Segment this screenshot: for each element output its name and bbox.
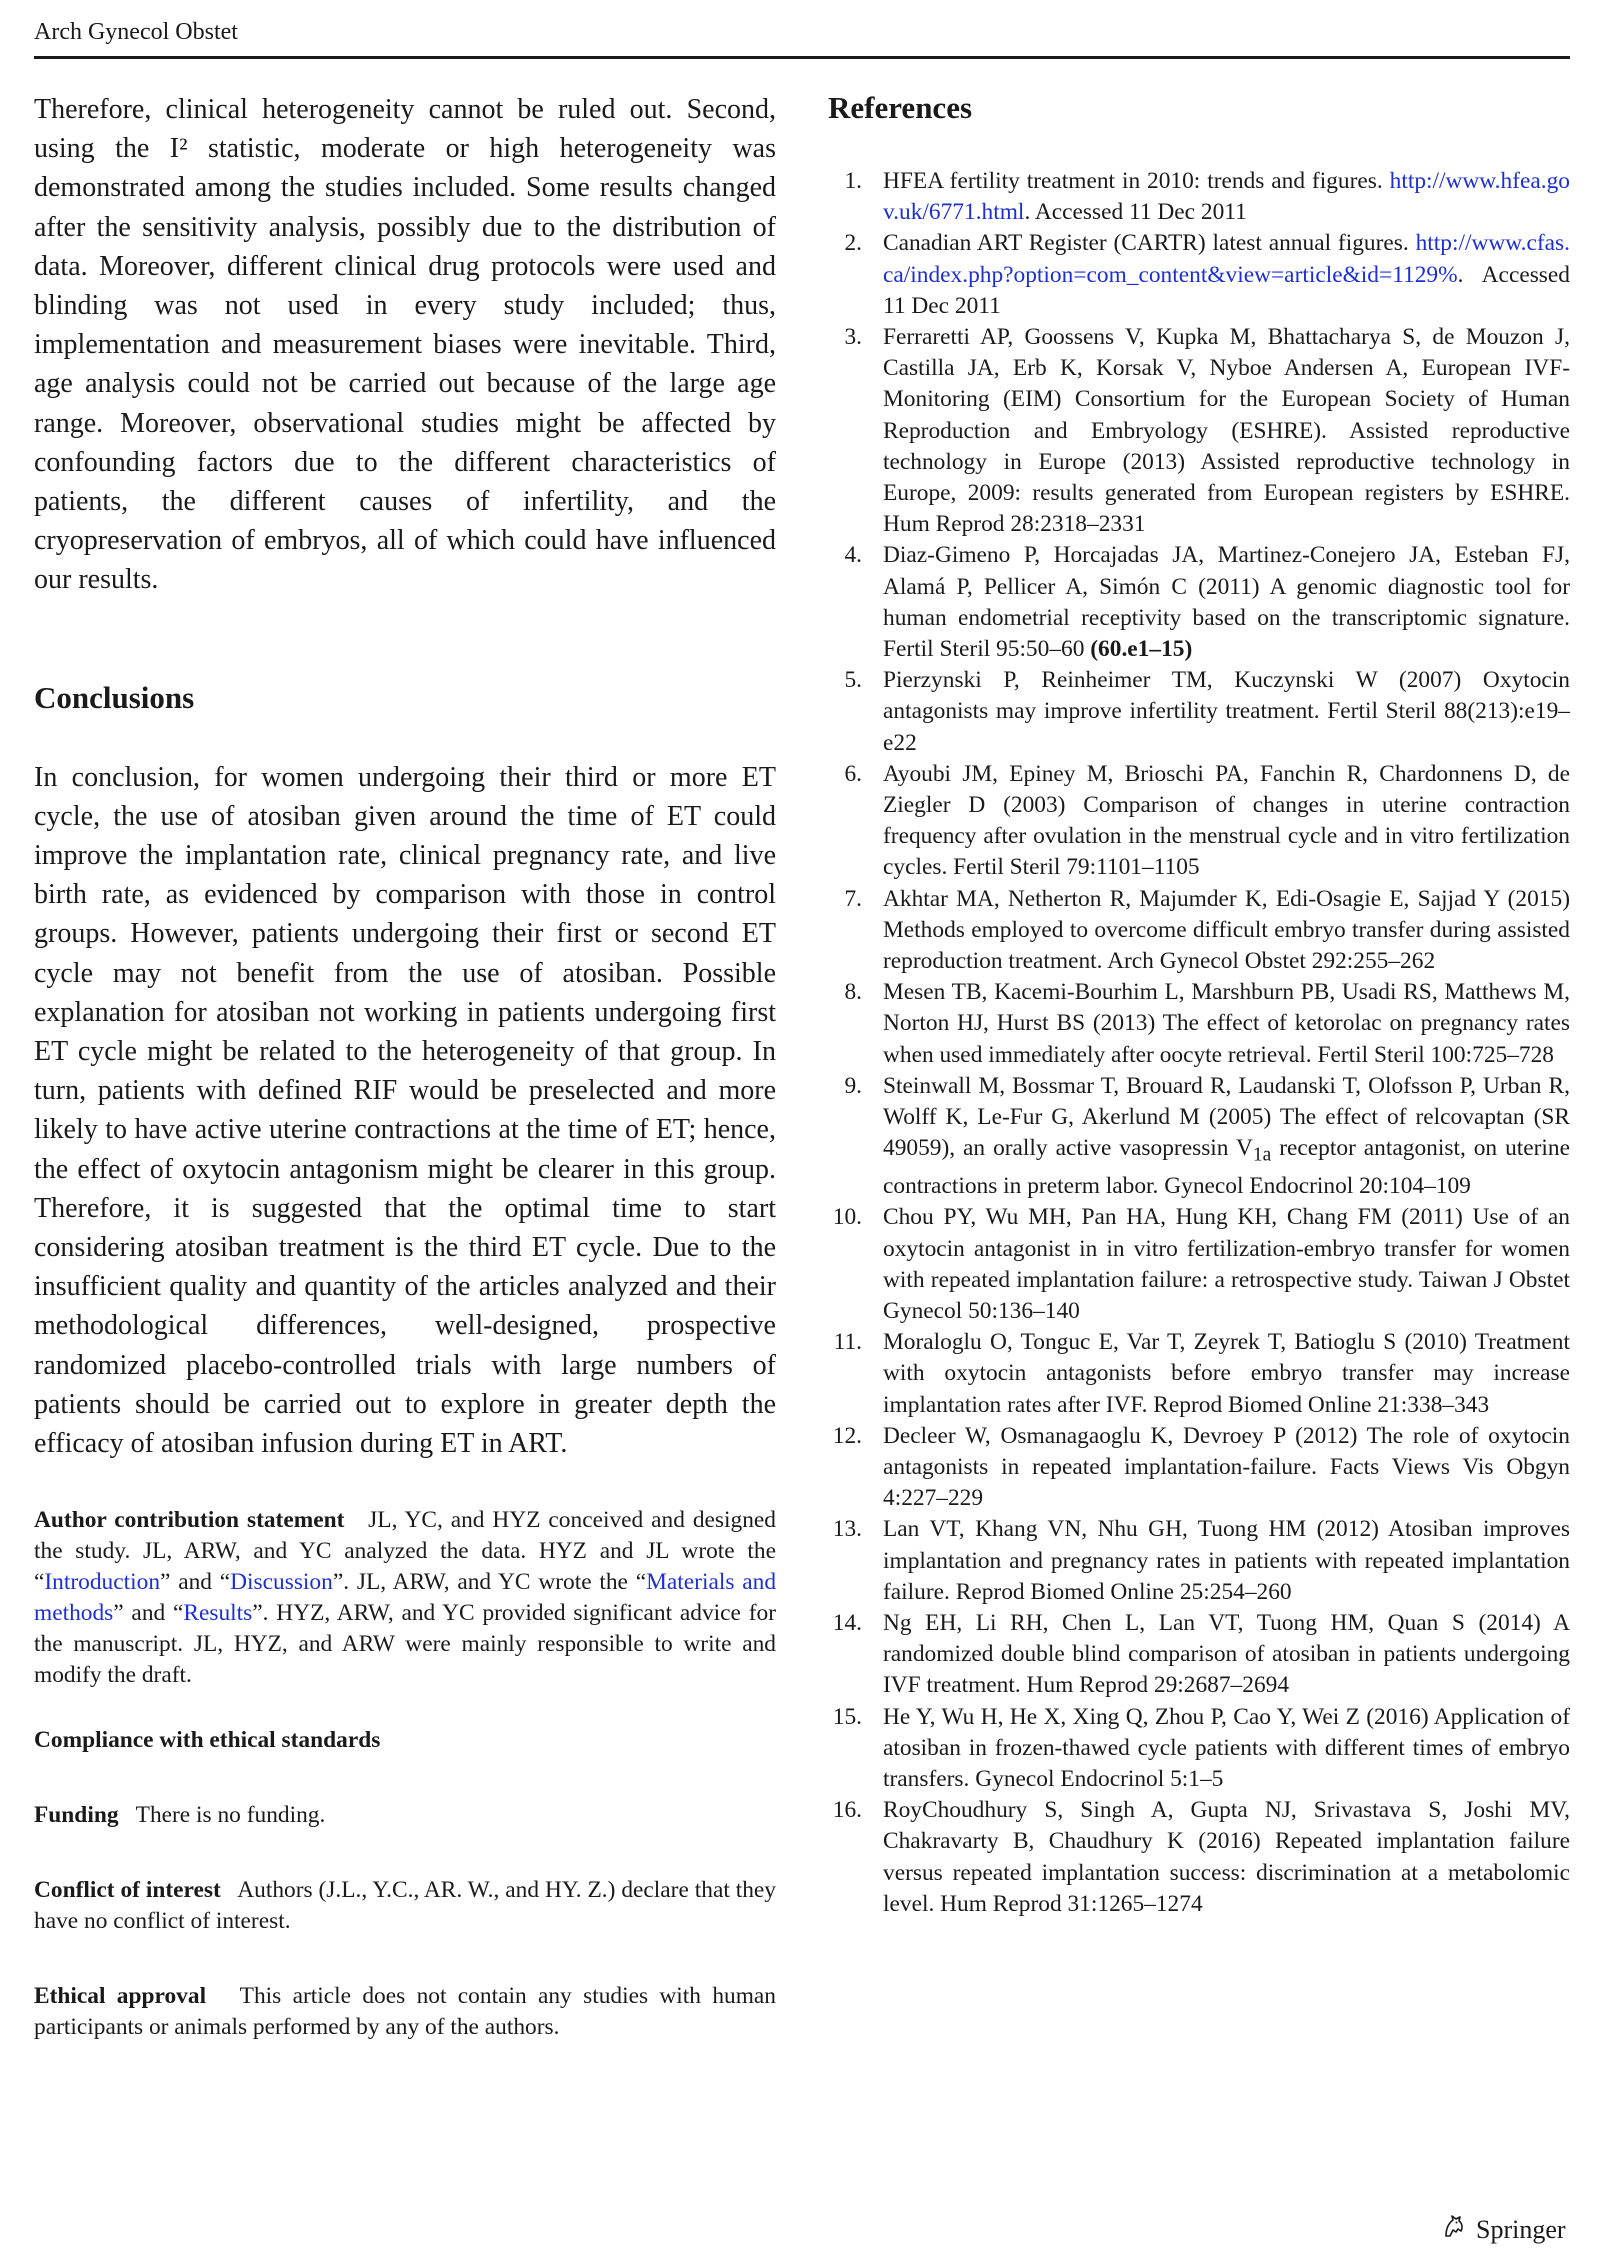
statements-section <box>34 1505 776 2043</box>
reference-item <box>828 884 1570 978</box>
reference-list <box>828 166 1570 1920</box>
reference-item <box>828 228 1570 322</box>
reference-url-link[interactable]: http://www.cfas.ca/index.php?option=com_content&view=article&id=1129% <box>883 230 1570 288</box>
reference-item <box>828 322 1570 540</box>
conflict-of-interest-statement: Conflict of interest Authors (J.L., Y.C., AR. W., and HY. Z.) declare that they have no conflict of interest. <box>34 1877 776 1935</box>
reference-extra: (60.e1–15) <box>1090 636 1193 663</box>
publisher-logo <box>1440 2212 1566 2248</box>
ethical-label: Ethical approval <box>34 1983 207 2010</box>
discussion-link[interactable]: Discussion <box>230 1569 333 1596</box>
reference-item <box>828 977 1570 1071</box>
reference-text: RoyChoudhury S, Singh A, Gupta NJ, Srivastava S, Joshi MV, Chakravarty B, Chaudhury K (2016) Repeated implantation failure versus repeated implantation success: discrimination at a metabolomic level. Hum Reprod 31:1265–1274 <box>883 1797 1570 1917</box>
introduction-link[interactable]: Introduction <box>44 1569 161 1596</box>
publisher-name: Springer <box>1476 2215 1566 2244</box>
reference-item <box>828 1702 1570 1796</box>
reference-number: 12. <box>832 1422 862 1449</box>
running-header <box>34 16 1570 59</box>
reference-number: 15. <box>832 1703 862 1730</box>
reference-item <box>828 759 1570 884</box>
journal-name: Arch Gynecol Obstet <box>34 19 238 45</box>
materials-and-methods-link[interactable]: Materials and methods <box>34 1569 777 1627</box>
references-heading: References <box>828 90 973 125</box>
reference-item <box>828 166 1570 228</box>
reference-number: 14. <box>832 1610 862 1637</box>
reference-text: Diaz-Gimeno P, Horcajadas JA, Martinez-Conejero JA, Esteban FJ, Alamá P, Pellicer A, Simón C (2011) A genomic diagnostic tool for human endometrial receptivity based on the transcriptomic signature. Fertil Steril 95:50–60 <box>883 542 1570 663</box>
reference-number: 16. <box>832 1797 862 1824</box>
reference-item <box>828 1421 1570 1515</box>
reference-number: 11. <box>833 1329 862 1356</box>
reference-number: 8. <box>844 979 862 1006</box>
reference-item <box>828 1514 1570 1608</box>
reference-number: 1. <box>844 168 862 194</box>
conclusions-paragraph: In conclusion, for women undergoing their third or more ET cycle, the use of atosiban given around the time of ET could improve the implantation rate, clinical pregnancy rate, and live birth rate, as evidenced by comparison with those in control groups. However, patients undergoing their first or second ET cycle may not benefit from the use of atosiban. Possible explanation for atosiban not working in patients undergoing first ET cycle might be related to the heterogeneity of that group. In turn, patients with defined RIF would be preselected and more likely to have active uterine contractions at the time of ET; hence, the effect of oxytocin antagonism might be clearer in this group. Therefore, it is suggested that the optimal time to start considering atosiban treatment is the third ET cycle. Due to the insufficient quality and quantity of the articles analyzed and their methodological differences, well-designed, prospective randomized placebo-controlled trials with large numbers of patients should be carried out to explore in greater depth the efficacy of atosiban infusion during ET in ART. <box>34 761 776 1460</box>
reference-text: Moraloglu O, Tonguc E, Var T, Zeyrek T, Batioglu S (2010) Treatment with oxytocin antagonists before embryo transfer may increase implantation rates after IVF. Reprod Biomed Online 21:338–343 <box>883 1329 1570 1418</box>
reference-number: 5. <box>844 667 862 694</box>
reference-text: HFEA fertility treatment in 2010: trends and figures. <box>883 168 1390 194</box>
reference-text: Canadian ART Register (CARTR) latest annual figures. <box>883 230 1416 257</box>
reference-text: Pierzynski P, Reinheimer TM, Kuczynski W (2007) Oxytocin antagonists may improve infertility treatment. Fertil Steril 88(213):e19–e22 <box>883 667 1570 756</box>
reference-number: 6. <box>844 760 862 787</box>
reference-number: 7. <box>844 885 862 912</box>
reference-text: Steinwall M, Bossmar T, Brouard R, Laudanski T, Olofsson P, Urban R, Wolff K, Le-Fur G, Akerlund M (2005) The effect of relcovaptan (SR 49059), an orally active vasopressin V <box>883 1072 1570 1162</box>
reference-number: 2. <box>844 230 862 257</box>
ethical-approval-statement: Ethical approval This article does not contain any studies with human participants or animals performed by any of the authors. <box>34 1983 776 2041</box>
reference-text-suffix: receptor antagonist, on uterine contractions in preterm labor. Gynecol Endocrinol 20:104–109 <box>883 1135 1571 1200</box>
reference-text: Ferraretti AP, Goossens V, Kupka M, Bhattacharya S, de Mouzon J, Castilla JA, Erb K, Korsak V, Nyboe Andersen A, European IVF-Monitoring (EIM) Consortium for the European Society of Human Reproduction and Embryology (ESHRE). Assisted reproductive technology in Europe (2013) Assisted reproductive technology in Europe, 2009: results generated from European registers by ESHRE. Hum Reprod 28:2318–2331 <box>883 324 1570 538</box>
reference-item <box>828 1202 1570 1327</box>
reference-text: Akhtar MA, Netherton R, Majumder K, Edi-Osagie E, Sajjad Y (2015) Methods employed to overcome difficult embryo transfer during assisted reproduction treatment. Arch Gynecol Obstet 292:255–262 <box>883 885 1570 975</box>
author-contribution-label: Author contribution statement <box>34 1507 345 1534</box>
reference-url-link[interactable]: http://www.hfea.gov.uk/6771.html <box>883 168 1570 226</box>
reference-text: He Y, Wu H, He X, Xing Q, Zhou P, Cao Y, Wei Z (2016) Application of atosiban in frozen-thawed cycle patients with different times of embryo transfers. Gynecol Endocrinol 5:1–5 <box>883 1703 1570 1793</box>
funding-statement: Funding There is no funding. <box>34 1802 326 1829</box>
reference-item <box>828 540 1570 665</box>
reference-number: 4. <box>844 542 862 569</box>
compliance-heading: Compliance with ethical standards <box>34 1727 381 1754</box>
reference-item <box>828 665 1570 759</box>
reference-text-suffix: . Accessed 11 Dec 2011 <box>1024 199 1247 226</box>
reference-text: Ayoubi JM, Epiney M, Brioschi PA, Fanchin R, Chardonnens D, de Ziegler D (2003) Comparison of changes in uterine contraction frequency after ovulation in the menstrual cycle and in vitro fertilization cycles. Fertil Steril 79:1101–1105 <box>883 760 1570 881</box>
reference-number: 13. <box>832 1516 862 1543</box>
conflict-label: Conflict of interest <box>34 1877 221 1904</box>
reference-number: 10. <box>832 1204 862 1231</box>
reference-number: 9. <box>844 1072 862 1099</box>
author-contribution-statement: Author contribution statement JL, YC, and HYZ conceived and designed the study. JL, ARW, and YC analyzed the data. HYZ and JL wrote the “Introduction” and “Discussion”. JL, ARW, and YC wrote the “Materials and methods” and “Results”. HYZ, ARW, and YC provided significant advice for the manuscript. JL, HYZ, and ARW were mainly responsible to write and modify the draft. <box>34 1507 777 1689</box>
reference-subscript: 1a <box>1252 1144 1272 1166</box>
springer-horse-icon <box>1440 2212 1468 2248</box>
reference-text-suffix: . Accessed 11 Dec 2011 <box>883 261 1570 319</box>
conclusions-heading: Conclusions <box>34 679 195 715</box>
reference-text: Mesen TB, Kacemi-Bourhim L, Marshburn PB, Usadi RS, Matthews M, Norton HJ, Hurst BS (2013) The effect of ketorolac on pregnancy rates when used immediately after oocyte retrieval. Fertil Steril 100:725–728 <box>883 979 1570 1068</box>
reference-text: Ng EH, Li RH, Chen L, Lan VT, Tuong HM, Quan S (2014) A randomized double blind comparison of atosiban in patients undergoing IVF treatment. Hum Reprod 29:2687–2694 <box>883 1610 1570 1699</box>
reference-number: 3. <box>844 324 862 351</box>
reference-text: Chou PY, Wu MH, Pan HA, Hung KH, Chang FM (2011) Use of an oxytocin antagonist in in vitro fertilization-embryo transfer for women with repeated implantation failure: a retrospective study. Taiwan J Obstet Gynecol 50:136–140 <box>883 1204 1570 1324</box>
reference-text: Decleer W, Osmanagaoglu K, Devroey P (2012) The role of oxytocin antagonists in repeated implantation-failure. Facts Views Vis Obgyn 4:227–229 <box>883 1422 1570 1512</box>
results-link[interactable]: Results <box>183 1600 253 1627</box>
left-column <box>34 90 776 2043</box>
reference-text: Lan VT, Khang VN, Nhu GH, Tuong HM (2012) Atosiban improves implantation and pregnancy rates in patients with repeated implantation failure. Reprod Biomed Online 25:254–260 <box>883 1516 1570 1605</box>
reference-item <box>828 1071 1570 1202</box>
reference-item <box>828 1327 1570 1421</box>
reference-item <box>828 1795 1570 1920</box>
limitations-paragraph: Therefore, clinical heterogeneity cannot be ruled out. Second, using the I² statistic, moderate or high heterogeneity was demonstrated among the studies included. Some results changed after the sensitivity analysis, possibly due to the distribution of data. Moreover, different clinical drug protocols were used and blinding was not used in every study included; thus, implementation and measurement biases were inevitable. Third, age analysis could not be carried out because of the large age range. Moreover, observational studies might be affected by confounding factors due to the different characteristics of patients, the different causes of infertility, and the cryopreservation of embryos, all of which could have influenced our results. <box>34 94 776 596</box>
funding-label: Funding <box>34 1802 119 1829</box>
right-column <box>828 88 1570 1920</box>
reference-item <box>828 1608 1570 1702</box>
